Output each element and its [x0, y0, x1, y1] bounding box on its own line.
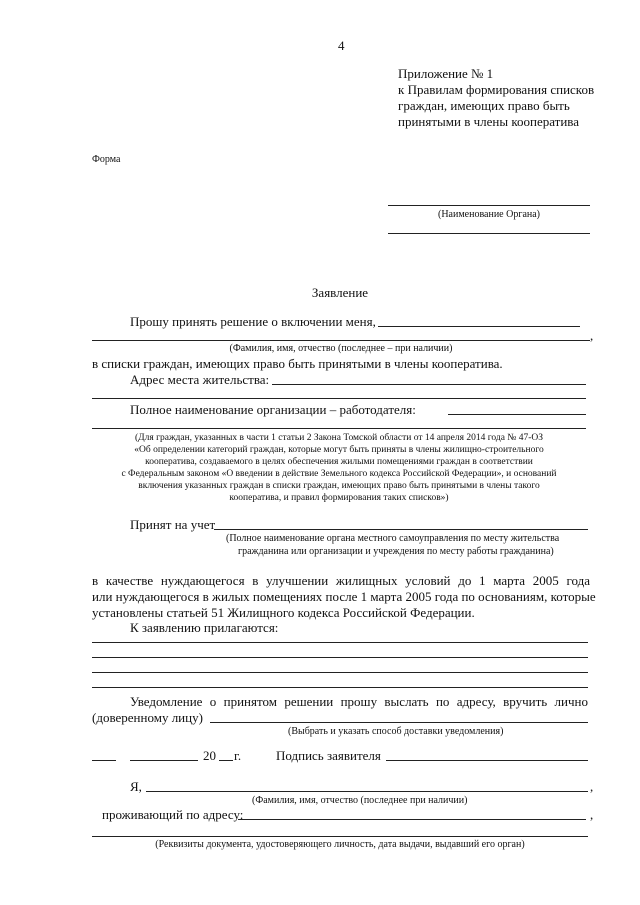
request-text: Прошу принять решение о включении меня,	[130, 314, 376, 329]
page-number: 4	[338, 38, 345, 53]
consent-name-line[interactable]	[146, 791, 588, 792]
fio-caption: (Фамилия, имя, отчество (последнее – при наличии)	[229, 343, 453, 354]
notification-line-2: (доверенному лицу)	[92, 710, 203, 725]
applicant-name-line-2[interactable]	[92, 340, 590, 341]
consent-fio-caption: (Фамилия, имя, отчество (последнее при наличии)	[252, 795, 468, 806]
signature-label: Подпись заявителя	[276, 748, 381, 763]
need-paragraph-3: установлены статьей 51 Жилищного кодекса Российской Федерации.	[92, 605, 475, 620]
request-end-comma: ,	[590, 328, 594, 343]
consent-doc-caption: (Реквизиты документа, удостоверяющего личность, дата выдачи, выдавший его орган)	[155, 839, 525, 850]
authority-caption: (Наименование Органа)	[437, 209, 540, 220]
consent-address-label: проживающий по адресу:	[102, 807, 244, 822]
address-label: Адрес места жительства:	[130, 372, 270, 387]
law-note-3: кооператива, создаваемого в целях обеспечения жилыми помещениями граждан в соответствии	[145, 457, 533, 467]
attachment-line-3[interactable]	[92, 672, 588, 673]
notification-method-line[interactable]	[210, 722, 588, 723]
consent-document-line[interactable]	[92, 836, 588, 837]
attachment-line-1[interactable]	[92, 642, 588, 643]
appendix-line-1: Приложение № 1	[398, 66, 494, 81]
registered-line[interactable]	[214, 529, 588, 530]
form-label: Форма	[92, 154, 121, 165]
notification-line-1: Уведомление о принятом решении прошу выслать по адресу, вручить лично	[130, 694, 588, 709]
appendix-line-2: к Правилам формирования списков	[398, 82, 595, 97]
consent-end-comma-2: ,	[590, 807, 594, 822]
consent-address-line[interactable]	[238, 819, 586, 820]
need-paragraph-1: в качестве нуждающегося в улучшении жилищных условий до 1 марта 2005 года	[92, 573, 590, 588]
law-note-2: «Об определении категорий граждан, которые могут быть приняты в члены жилищно-строительного	[134, 445, 544, 455]
law-note-1: (Для граждан, указанных в части 1 статьи 2 Закона Томской области от 14 апреля 2014 года № 47-ОЗ	[134, 433, 544, 443]
law-note-4: с Федеральным законом «О введении в действие Земельного кодекса Российской Федерации», и оснований	[121, 469, 557, 479]
signature-line[interactable]	[386, 760, 588, 761]
law-note-6: кооператива, и правил формирования таких списков»)	[229, 493, 449, 503]
date-day-line[interactable]	[92, 760, 116, 761]
document-title: Заявление	[311, 285, 369, 300]
applicant-name-line-1[interactable]	[378, 326, 580, 327]
address-line-1[interactable]	[272, 384, 586, 385]
attachments-label: К заявлению прилагаются:	[130, 620, 279, 635]
attachment-line-4[interactable]	[92, 687, 588, 688]
law-note-5: включения указанных граждан в списки граждан, имеющих право быть принятыми в члены такого	[138, 481, 540, 491]
employer-line-1[interactable]	[448, 414, 586, 415]
authority-address-line[interactable]	[388, 233, 590, 234]
employer-line-2[interactable]	[92, 428, 586, 429]
attachment-line-2[interactable]	[92, 657, 588, 658]
date-month-line[interactable]	[130, 760, 198, 761]
notification-caption: (Выбрать и указать способ доставки уведомления)	[288, 726, 504, 737]
registered-caption-1: (Полное наименование органа местного самоуправления по месту жительства	[226, 533, 560, 544]
consent-ya: Я,	[130, 779, 142, 794]
need-paragraph-2: или нуждающегося в жилых помещениях после 1 марта 2005 года по основаниям, которые	[92, 589, 596, 604]
date-year-suffix: г.	[234, 748, 242, 763]
consent-end-comma: ,	[590, 779, 594, 794]
appendix-line-4: принятыми в члены кооператива	[398, 114, 580, 129]
registered-caption-2: гражданина или организации и учреждения по месту работы гражданина)	[238, 546, 554, 557]
registered-label: Принят на учет	[130, 517, 216, 532]
authority-name-line[interactable]	[388, 205, 590, 206]
lists-text: в списки граждан, имеющих право быть принятыми в члены кооператива.	[92, 356, 503, 371]
date-year-line[interactable]	[219, 760, 233, 761]
address-line-2[interactable]	[92, 398, 586, 399]
employer-label: Полное наименование организации – работодателя:	[130, 402, 416, 417]
appendix-line-3: граждан, имеющих право быть	[398, 98, 570, 113]
date-year-prefix: 20	[203, 748, 216, 763]
